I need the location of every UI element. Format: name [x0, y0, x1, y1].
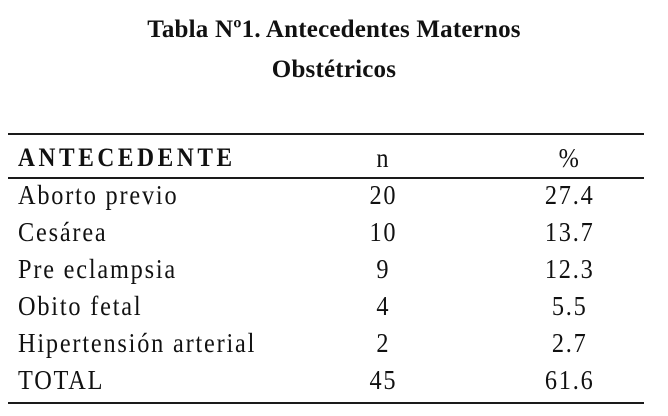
row-n: 10: [369, 217, 398, 247]
row-n: 20: [369, 180, 398, 210]
header-percent: %: [558, 143, 581, 173]
row-n: 45: [369, 365, 398, 395]
table-title-line-2: Obstétricos: [271, 56, 397, 83]
table-title-line-1: Tabla Nº1. Antecedentes Maternos: [147, 16, 521, 43]
table-row-total: [0, 362, 601, 398]
table-row: [0, 288, 601, 324]
row-percent: 5.5: [551, 291, 588, 321]
top-rule: [8, 133, 644, 135]
table-row: [0, 177, 601, 213]
row-antecedente: TOTAL: [18, 365, 105, 395]
row-percent: 2.7: [551, 328, 588, 358]
row-percent: 27.4: [544, 180, 595, 210]
row-percent: 13.7: [544, 217, 595, 247]
row-antecedente: Cesárea: [18, 217, 108, 247]
row-n: 9: [376, 254, 391, 284]
header-antecedente: ANTECEDENTE: [18, 143, 236, 172]
row-antecedente: Pre eclampsia: [18, 254, 178, 284]
table-row: [0, 214, 601, 250]
bottom-rule: [8, 402, 644, 404]
table-row: [0, 251, 601, 287]
table-row: [0, 325, 601, 361]
table-header-row: [0, 140, 601, 176]
row-percent: 12.3: [544, 254, 595, 284]
row-percent: 61.6: [544, 365, 595, 395]
row-antecedente: Hipertensión arterial: [18, 328, 257, 358]
row-antecedente: Obito fetal: [18, 291, 143, 321]
header-n: n: [376, 143, 391, 173]
row-n: 4: [376, 291, 391, 321]
row-n: 2: [376, 328, 391, 358]
row-antecedente: Aborto previo: [18, 180, 179, 210]
